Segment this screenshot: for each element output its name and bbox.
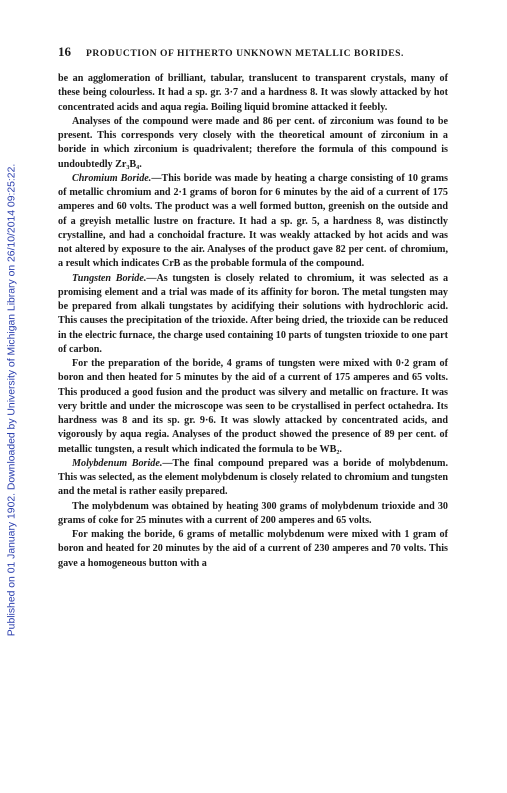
paragraph-tungsten-preparation: For the preparation of the boride, 4 grams of tungsten were mixed with 0·2 gram of boron and then heated for 5 minutes by the aid of a current of 175 amperes and 65 volts. This produced a good fusion and the product was silvery and metallic on fracture. It was very brittle and under the microscope was seen to be crystallised in perfect octahedra. Its hardness was 8 and its sp. gr. 9·6. It was slowly attacked by concentrated acids, and vigorously by aqua regia. Analyses of the product showed the presence of 89 per cent. of metallic tungsten, a result which indicated the formula to be WB₂. <box>58 358 448 455</box>
page-number: 16 <box>58 44 71 59</box>
running-title: PRODUCTION OF HITHERTO UNKNOWN METALLIC BORIDES. <box>86 48 404 59</box>
paragraph-zirconium-analysis: Analyses of the compound were made and 86 per cent. of zirconium was found to be present. This corresponds very closely with the theoretical amount of zirconium in a boride in which zirconium is quadrivalent; therefore the formula of this compound is undoubtedly Zr₃B₄. <box>58 115 448 170</box>
paragraph-molybdenum-boride-making: For making the boride, 6 grams of metallic molybdenum were mixed with 1 gram of boron and heated for 20 minutes by the aid of a current of 230 amperes and 70 volts. This gave a homogeneous button with a <box>58 529 448 569</box>
section-heading-chromium: Chromium Boride. <box>72 172 152 184</box>
download-watermark <box>0 0 24 793</box>
paragraph-molybdenum-preparation: The molybdenum was obtained by heating 300 grams of molybdenum trioxide and 30 grams of coke for 25 minutes with a current of 200 amperes and 65 volts. <box>58 500 448 526</box>
journal-page <box>58 44 448 571</box>
running-header <box>58 44 448 60</box>
paragraph-molybdenum-boride: Molybdenum Boride.—The final compound prepared was a boride of molybdenum. This was selected, as the element molybdenum is closely related to chromium and tungsten and the metal is rather easily prepared. <box>58 457 448 498</box>
article-body <box>58 72 448 571</box>
download-watermark-text: Published on 01 January 1902. Downloaded by University of Michigan Library on 26/10/2014 09:25:22. <box>6 163 18 637</box>
section-heading-molybdenum: Molybdenum Boride. <box>72 457 163 469</box>
paragraph-tungsten-boride: Tungsten Boride.—As tungsten is closely related to chromium, it was selected as a promising element and a trial was made of its affinity for boron. The metal tungsten may be prepared from alkali tungstates by acidifying their solutions with hydrochloric acid. This causes the precipitation of the trioxide. After being dried, the trioxide can be reduced in the electric furnace, the charge used containing 10 parts of tungsten trioxide to one part of carbon. <box>58 272 449 355</box>
paragraph-zirconium-properties: be an agglomeration of brilliant, tabular, translucent to transparent crystals, many of these being colourless. It had a sp. gr. 3·7 and a hardness 8. It was slowly attacked by hot concentrated acids and aqua regia. Boiling liquid bromine attacked it feebly. <box>58 73 448 113</box>
section-heading-tungsten: Tungsten Boride. <box>72 272 147 284</box>
paragraph-chromium-boride: Chromium Boride.—This boride was made by heating a charge consisting of 10 grams of metallic chromium and 2·1 grams of boron for 6 minutes by the aid of a current of 175 amperes and 60 volts. The product was a well formed button, greenish on the outside and of a greyish metallic lustre on fracture. It had a sp. gr. 5, a hardness 8, was distinctly crystalline, and had a conchoidal fracture. It was weakly attacked by hot acids and was not altered by exposure to the air. Analyses of the product gave 82 per cent. of chromium, a result which indicates CrB as the probable formula of the compound. <box>58 172 448 270</box>
